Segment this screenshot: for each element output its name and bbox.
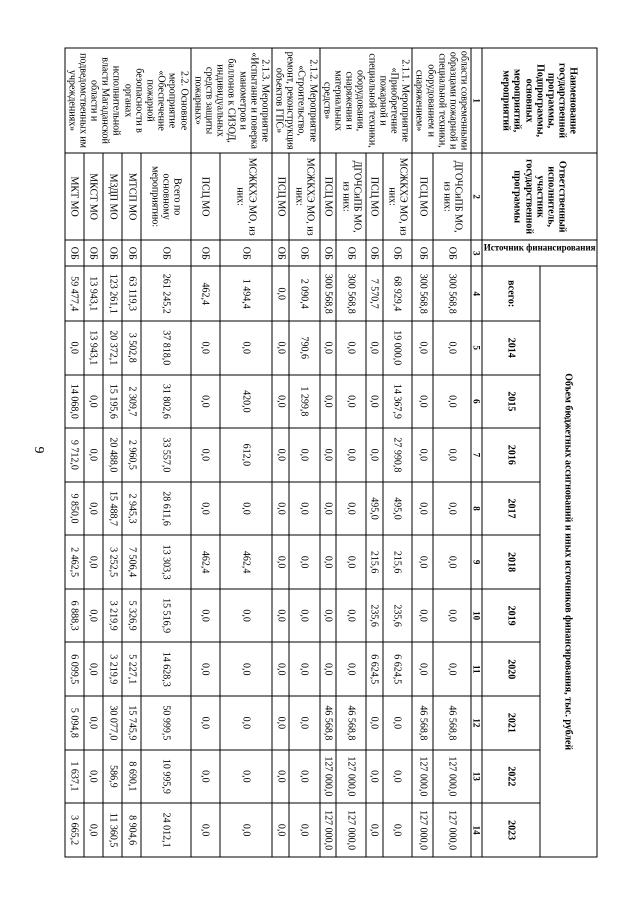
value-cell: 0,0 xyxy=(289,535,320,589)
value-cell: 0,0 xyxy=(320,482,337,536)
value-cell: 3 252,5 xyxy=(103,535,122,589)
total-cell: 462,4 xyxy=(191,266,220,321)
value-cell: 0,0 xyxy=(336,535,366,589)
total-cell: 123 261,1 xyxy=(103,266,122,321)
value-cell: 0,0 xyxy=(336,589,366,643)
value-cell: 3 219,9 xyxy=(103,589,122,643)
value-cell: 8 690,1 xyxy=(122,750,141,804)
source-cell: ОБ xyxy=(84,240,103,266)
value-cell: 0,0 xyxy=(412,482,433,536)
value-cell: 3 502,8 xyxy=(122,321,141,375)
column-index: 9 xyxy=(471,535,482,589)
value-cell: 0,0 xyxy=(191,589,220,643)
source-cell: ОБ xyxy=(141,240,190,266)
value-cell: 0,0 xyxy=(84,375,103,429)
source-cell: ОБ xyxy=(433,240,471,266)
value-cell: 0,0 xyxy=(272,375,289,429)
column-index: 8 xyxy=(471,482,482,536)
value-cell: 0,0 xyxy=(220,321,272,375)
value-cell: 0,0 xyxy=(84,482,103,536)
rotated-page-content xyxy=(43,48,598,858)
value-cell: 0,0 xyxy=(272,803,289,857)
value-cell: 0,0 xyxy=(272,750,289,804)
value-cell: 6 099,5 xyxy=(65,642,84,696)
value-cell: 0,0 xyxy=(272,321,289,375)
table-row xyxy=(383,48,413,857)
column-index: 1 xyxy=(471,48,482,153)
total-cell: 68 929,4 xyxy=(383,266,413,321)
value-cell: 0,0 xyxy=(336,375,366,429)
source-cell: ОБ xyxy=(289,240,320,266)
value-cell: 46 568,8 xyxy=(336,696,366,750)
table-row xyxy=(289,48,320,857)
table-row xyxy=(84,48,103,857)
value-cell: 15 745,9 xyxy=(122,696,141,750)
value-cell: 462,4 xyxy=(220,535,272,589)
value-cell: 13 303,3 xyxy=(141,535,190,589)
source-cell: ОБ xyxy=(65,240,84,266)
value-cell: 215,6 xyxy=(383,535,413,589)
value-cell: 20 372,1 xyxy=(103,321,122,375)
value-cell: 0,0 xyxy=(220,696,272,750)
value-cell: 495,0 xyxy=(383,482,413,536)
executor-cell: МСЖКХЭ МО, из них: xyxy=(220,153,272,240)
value-cell: 0,0 xyxy=(412,428,433,482)
value-cell: 127 000,0 xyxy=(433,803,471,857)
header-source-cell xyxy=(482,240,597,266)
column-index: 4 xyxy=(471,266,482,321)
source-cell: ОБ xyxy=(383,240,413,266)
value-cell: 46 568,8 xyxy=(412,696,433,750)
total-cell: 300 568,8 xyxy=(320,266,337,321)
executor-cell: ПСЦ МО xyxy=(272,153,289,240)
value-cell: 6 624,5 xyxy=(383,642,413,696)
table-row xyxy=(191,48,220,857)
value-cell: 3 219,9 xyxy=(103,642,122,696)
executor-cell: ПСЦ МО xyxy=(191,153,220,240)
value-cell: 0,0 xyxy=(191,696,220,750)
value-cell: 586,9 xyxy=(103,750,122,804)
executor-cell: ДГОЧСиПБ МО, из них: xyxy=(433,153,471,240)
value-cell: 0,0 xyxy=(272,696,289,750)
value-cell: 0,0 xyxy=(383,803,413,857)
value-cell: 14 367,9 xyxy=(383,375,413,429)
column-index: 10 xyxy=(471,589,482,643)
value-cell: 33 557,0 xyxy=(141,428,190,482)
value-cell: 0,0 xyxy=(336,642,366,696)
value-cell: 0,0 xyxy=(320,428,337,482)
total-cell: 1 494,4 xyxy=(220,266,272,321)
table-row xyxy=(122,48,141,857)
table-row xyxy=(366,48,383,857)
header-row-1 xyxy=(540,48,597,857)
value-cell: 0,0 xyxy=(191,321,220,375)
value-cell: 9 712,0 xyxy=(65,428,84,482)
value-cell: 0,0 xyxy=(383,750,413,804)
header-year-2019: 2019 xyxy=(482,589,539,643)
value-cell: 0,0 xyxy=(433,375,471,429)
column-index: 11 xyxy=(471,642,482,696)
value-cell: 46 568,8 xyxy=(320,696,337,750)
value-cell: 495,0 xyxy=(366,482,383,536)
header-total: всего: xyxy=(482,266,539,321)
value-cell: 7 506,4 xyxy=(122,535,141,589)
executor-cell: МСЖКХЭ МО, из них: xyxy=(289,153,320,240)
table-row xyxy=(412,48,433,857)
value-cell: 20 488,0 xyxy=(103,428,122,482)
table-row xyxy=(433,48,471,857)
value-cell: 50 999,5 xyxy=(141,696,190,750)
value-cell: 9 850,0 xyxy=(65,482,84,536)
value-cell: 2 945,3 xyxy=(122,482,141,536)
value-cell: 462,4 xyxy=(191,535,220,589)
value-cell: 0,0 xyxy=(433,482,471,536)
value-cell: 30 077,0 xyxy=(103,696,122,750)
value-cell: 1 637,1 xyxy=(65,750,84,804)
value-cell: 28 611,6 xyxy=(141,482,190,536)
value-cell: 8 904,6 xyxy=(122,803,141,857)
value-cell: 0,0 xyxy=(272,428,289,482)
value-cell: 0,0 xyxy=(433,642,471,696)
value-cell: 0,0 xyxy=(336,428,366,482)
value-cell: 0,0 xyxy=(412,642,433,696)
value-cell: 0,0 xyxy=(412,589,433,643)
value-cell: 6 624,5 xyxy=(366,642,383,696)
value-cell: 0,0 xyxy=(84,803,103,857)
value-cell: 0,0 xyxy=(383,696,413,750)
value-cell: 0,0 xyxy=(320,535,337,589)
value-cell: 5 227,1 xyxy=(122,642,141,696)
total-cell: 7 570,7 xyxy=(366,266,383,321)
value-cell: 127 000,0 xyxy=(336,803,366,857)
value-cell: 0,0 xyxy=(272,482,289,536)
total-cell: 261 245,2 xyxy=(141,266,190,321)
value-cell: 0,0 xyxy=(412,321,433,375)
value-cell: 0,0 xyxy=(336,482,366,536)
value-cell: 0,0 xyxy=(366,750,383,804)
value-cell: 0,0 xyxy=(289,642,320,696)
value-cell: 790,6 xyxy=(289,321,320,375)
value-cell: 11 360,5 xyxy=(103,803,122,857)
value-cell: 5 094,8 xyxy=(65,696,84,750)
value-cell: 235,6 xyxy=(383,589,413,643)
page-number: 9 xyxy=(31,446,46,454)
value-cell: 0,0 xyxy=(366,803,383,857)
column-index-row xyxy=(471,48,482,857)
value-cell: 37 818,0 xyxy=(141,321,190,375)
value-cell: 24 012,1 xyxy=(141,803,190,857)
column-index: 13 xyxy=(471,750,482,804)
value-cell: 0,0 xyxy=(272,589,289,643)
value-cell: 0,0 xyxy=(84,642,103,696)
value-cell: 0,0 xyxy=(366,428,383,482)
value-cell: 235,6 xyxy=(366,589,383,643)
value-cell: 46 568,8 xyxy=(433,696,471,750)
total-cell: 0,0 xyxy=(272,266,289,321)
value-cell: 215,6 xyxy=(366,535,383,589)
value-cell: 0,0 xyxy=(320,375,337,429)
value-cell: 0,0 xyxy=(84,428,103,482)
value-cell: 0,0 xyxy=(320,321,337,375)
column-index: 6 xyxy=(471,375,482,429)
value-cell: 0,0 xyxy=(289,482,320,536)
executor-cell: ПСЦ МО xyxy=(412,153,433,240)
value-cell: 127 000,0 xyxy=(433,750,471,804)
value-cell: 127 000,0 xyxy=(320,803,337,857)
source-cell: ОБ xyxy=(412,240,433,266)
total-cell: 300 568,8 xyxy=(433,266,471,321)
header-year-2023: 2023 xyxy=(482,803,539,857)
executor-cell: МЗДП МО xyxy=(103,153,122,240)
value-cell: 0,0 xyxy=(220,642,272,696)
value-cell: 0,0 xyxy=(289,803,320,857)
value-cell: 0,0 xyxy=(433,428,471,482)
value-cell: 15 516,9 xyxy=(141,589,190,643)
value-cell: 0,0 xyxy=(191,803,220,857)
value-cell: 0,0 xyxy=(433,321,471,375)
value-cell: 1 299,8 xyxy=(289,375,320,429)
value-cell: 0,0 xyxy=(412,535,433,589)
source-cell: ОБ xyxy=(366,240,383,266)
value-cell: 0,0 xyxy=(289,750,320,804)
value-cell: 2 960,5 xyxy=(122,428,141,482)
executor-cell: МТСП МО xyxy=(122,153,141,240)
value-cell: 0,0 xyxy=(84,750,103,804)
value-cell: 14 628,3 xyxy=(141,642,190,696)
executor-cell: МСЖКХЭ МО, из них: xyxy=(383,153,413,240)
value-cell: 0,0 xyxy=(289,428,320,482)
value-cell: 19 000,0 xyxy=(383,321,413,375)
column-index: 12 xyxy=(471,696,482,750)
source-cell: ОБ xyxy=(272,240,289,266)
table-row xyxy=(272,48,289,857)
value-cell: 0,0 xyxy=(220,750,272,804)
value-cell: 0,0 xyxy=(366,321,383,375)
column-index: 2 xyxy=(471,153,482,240)
program-name-cell: 2.1.2. Мероприятие «Строительство, ремонт, реконструкция объектов ГПС» xyxy=(272,48,320,153)
executor-cell: ПСЦ МО xyxy=(320,153,337,240)
program-name-cell: области современными образцами пожарной и специальной техники, оборудованием и снаряжением» xyxy=(412,48,471,153)
program-name-cell: 2.1.1. Мероприятие «Приобретение пожарной и специальной техники, оборудования, снаряжения и материальных средств» xyxy=(320,48,413,153)
value-cell: 3 665,2 xyxy=(65,803,84,857)
column-index: 14 xyxy=(471,803,482,857)
value-cell: 0,0 xyxy=(433,535,471,589)
source-cell: ОБ xyxy=(220,240,272,266)
executor-cell: МКТ МО xyxy=(65,153,84,240)
value-cell: 0,0 xyxy=(412,375,433,429)
value-cell: 0,0 xyxy=(366,696,383,750)
value-cell: 0,0 xyxy=(84,535,103,589)
value-cell: 612,0 xyxy=(220,428,272,482)
value-cell: 15 195,6 xyxy=(103,375,122,429)
value-cell: 420,0 xyxy=(220,375,272,429)
value-cell: 2 462,5 xyxy=(65,535,84,589)
value-cell: 0,0 xyxy=(84,589,103,643)
value-cell: 27 990,8 xyxy=(383,428,413,482)
table-row xyxy=(220,48,272,857)
value-cell: 0,0 xyxy=(289,589,320,643)
header-funding-title: Объем бюджетных ассигнований и иных источников финансирования, тыс. рублей xyxy=(540,266,597,857)
program-name-cell: 2.2. Основное мероприятие «Обеспечение пожарной безопасности в органах исполнительной власти Магаданской области и подведомственных им учреждениях» xyxy=(65,48,191,153)
value-cell: 14 068,0 xyxy=(65,375,84,429)
source-cell: ОБ xyxy=(122,240,141,266)
header-year-2020: 2020 xyxy=(482,642,539,696)
column-index: 5 xyxy=(471,321,482,375)
header-program-name: Наименование государственной программы, Подпрограммы, основных мероприятий, мероприятий xyxy=(482,48,597,153)
table-row xyxy=(65,48,84,857)
value-cell: 0,0 xyxy=(191,750,220,804)
column-index: 3 xyxy=(471,240,482,266)
header-year-2018: 2018 xyxy=(482,535,539,589)
header-year-2015: 2015 xyxy=(482,375,539,429)
header-year-2016: 2016 xyxy=(482,428,539,482)
value-cell: 15 488,7 xyxy=(103,482,122,536)
header-year-2022: 2022 xyxy=(482,750,539,804)
header-source: Источник финансирования xyxy=(483,242,596,253)
source-cell: ОБ xyxy=(103,240,122,266)
value-cell: 0,0 xyxy=(220,803,272,857)
total-cell: 300 568,8 xyxy=(412,266,433,321)
total-cell: 300 568,8 xyxy=(336,266,366,321)
value-cell: 127 000,0 xyxy=(412,803,433,857)
value-cell: 0,0 xyxy=(191,428,220,482)
executor-cell: ПСЦ МО xyxy=(366,153,383,240)
header-year-2017: 2017 xyxy=(482,482,539,536)
program-name-cell: 2.1.3. Мероприятие «Испытание и поверка манометров и баллонов к СИЗОД, индивидуальных средств защиты пожарных» xyxy=(191,48,272,153)
value-cell: 0,0 xyxy=(289,696,320,750)
table-row xyxy=(103,48,122,857)
source-cell: ОБ xyxy=(191,240,220,266)
value-cell: 127 000,0 xyxy=(320,750,337,804)
value-cell: 31 802,6 xyxy=(141,375,190,429)
table-row xyxy=(141,48,190,857)
value-cell: 0,0 xyxy=(65,321,84,375)
value-cell: 0,0 xyxy=(191,642,220,696)
value-cell: 127 000,0 xyxy=(336,750,366,804)
value-cell: 0,0 xyxy=(191,375,220,429)
table-body xyxy=(65,48,472,857)
value-cell: 0,0 xyxy=(272,642,289,696)
value-cell: 10 995,9 xyxy=(141,750,190,804)
table-row xyxy=(336,48,366,857)
value-cell: 0,0 xyxy=(366,375,383,429)
value-cell: 0,0 xyxy=(320,589,337,643)
column-index: 7 xyxy=(471,428,482,482)
value-cell: 6 888,3 xyxy=(65,589,84,643)
value-cell: 0,0 xyxy=(84,696,103,750)
executor-cell: МКСТ МО xyxy=(84,153,103,240)
header-year-2021: 2021 xyxy=(482,696,539,750)
value-cell: 2 309,7 xyxy=(122,375,141,429)
total-cell: 59 477,4 xyxy=(65,266,84,321)
value-cell: 13 943,1 xyxy=(84,321,103,375)
value-cell: 0,0 xyxy=(336,321,366,375)
value-cell: 5 326,9 xyxy=(122,589,141,643)
value-cell: 127 000,0 xyxy=(412,750,433,804)
executor-cell: ДГОЧСиПБ МО, из них: xyxy=(336,153,366,240)
executor-cell: Всего по основному мероприятию: xyxy=(141,153,190,240)
total-cell: 13 943,1 xyxy=(84,266,103,321)
source-cell: ОБ xyxy=(336,240,366,266)
value-cell: 0,0 xyxy=(272,535,289,589)
header-year-2014: 2014 xyxy=(482,321,539,375)
source-cell: ОБ xyxy=(320,240,337,266)
value-cell: 0,0 xyxy=(220,589,272,643)
value-cell: 0,0 xyxy=(433,589,471,643)
header-executor: Ответственный исполнитель, участник государственной программы xyxy=(482,153,597,240)
total-cell: 2 090,4 xyxy=(289,266,320,321)
value-cell: 0,0 xyxy=(220,482,272,536)
budget-table xyxy=(64,48,597,858)
table-row xyxy=(320,48,337,857)
value-cell: 0,0 xyxy=(320,642,337,696)
total-cell: 63 119,3 xyxy=(122,266,141,321)
value-cell: 0,0 xyxy=(191,482,220,536)
